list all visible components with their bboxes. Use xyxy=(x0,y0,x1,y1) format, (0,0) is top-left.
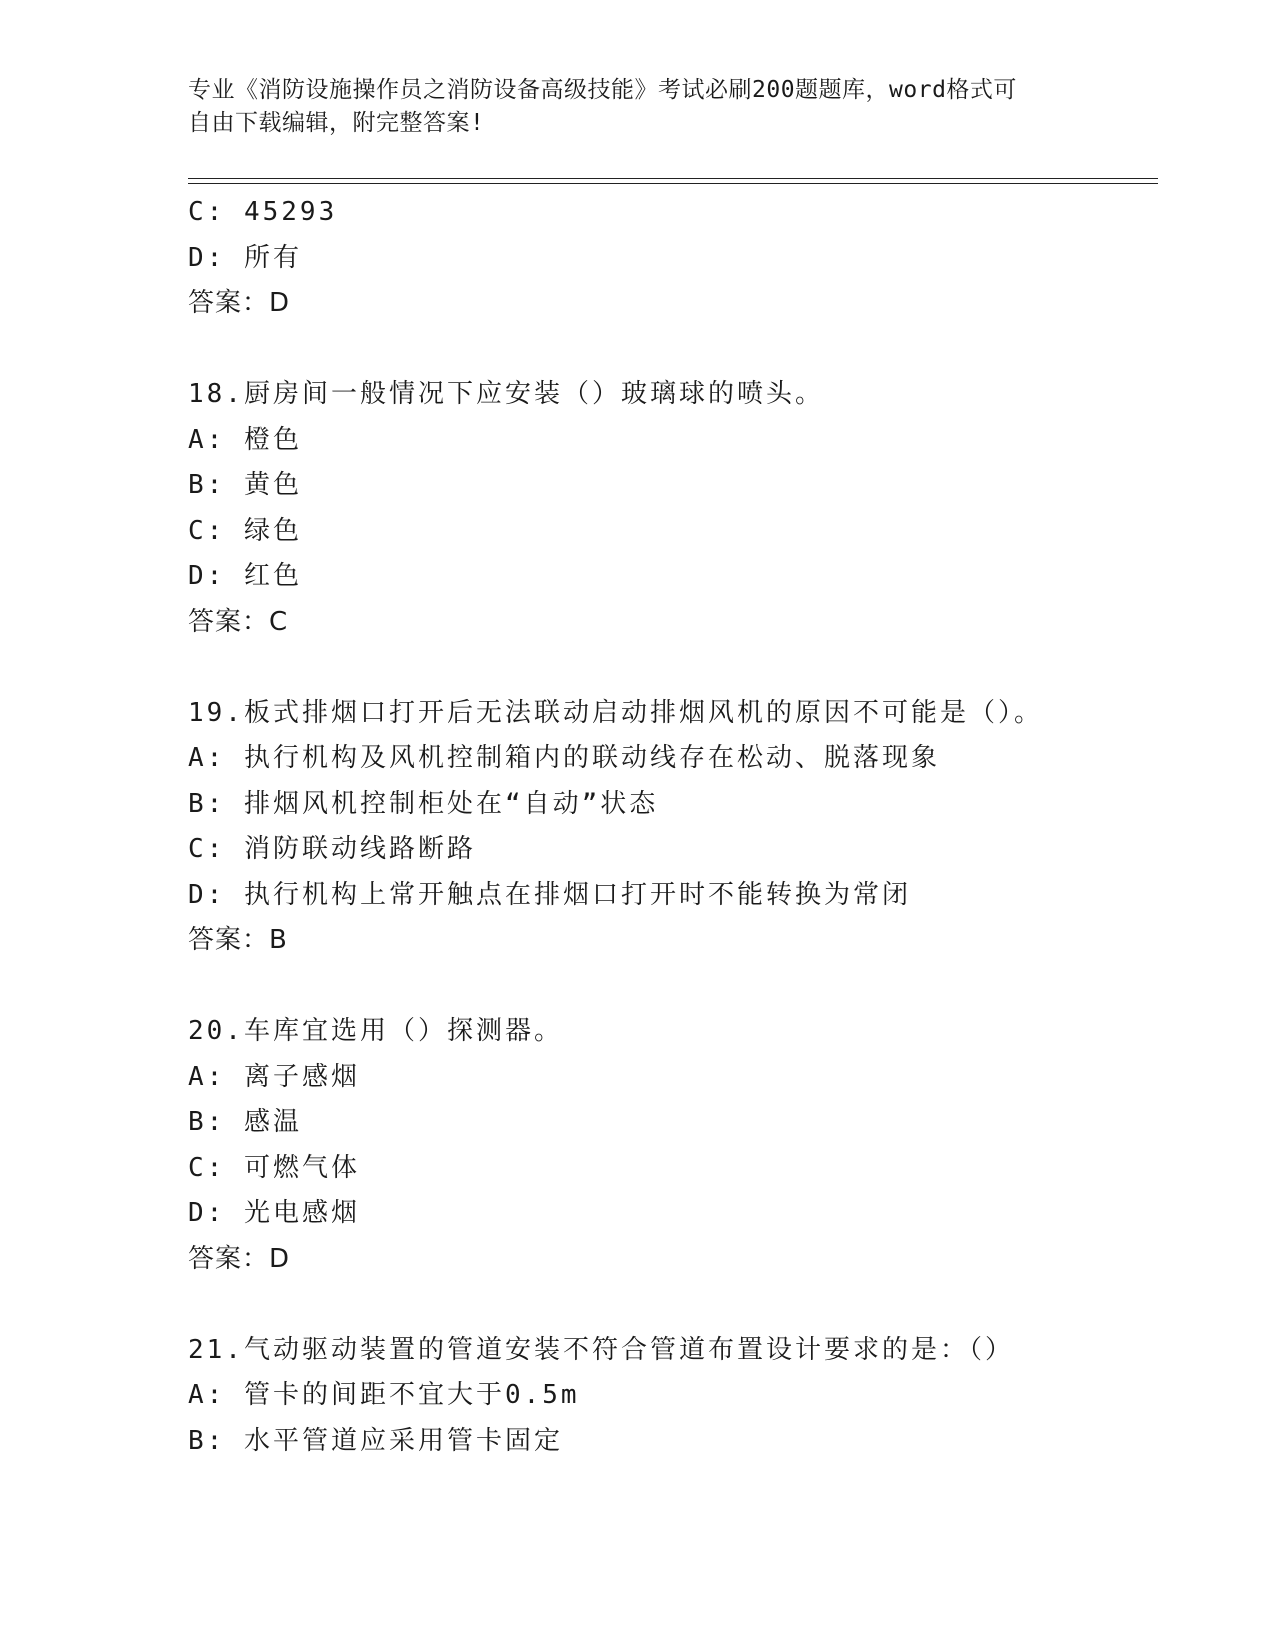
option-line xyxy=(188,782,1168,828)
option-line xyxy=(188,418,1168,464)
question-stem: 21.气动驱动装置的管道安装不符合管道布置设计要求的是：（） xyxy=(188,1334,1014,1365)
option-label: C: xyxy=(188,515,226,546)
answer-line: 答案：D xyxy=(188,288,291,318)
question-list xyxy=(188,190,1168,1464)
option-text: 离子感烟 xyxy=(243,1061,360,1092)
header-divider-bottom xyxy=(188,183,1158,184)
header-title-line-2: 自由下载编辑，附完整答案! xyxy=(188,110,485,136)
header-title-line-1: 专业《消防设施操作员之消防设备高级技能》考试必刷200题题库，word格式可 xyxy=(188,77,1017,103)
option-line xyxy=(188,827,1168,873)
option-label: A: xyxy=(188,1061,226,1092)
option-line xyxy=(188,554,1168,600)
option-line xyxy=(188,190,1168,236)
option-line xyxy=(188,236,1168,282)
option-label: A: xyxy=(188,743,226,773)
page-header xyxy=(188,74,1088,140)
question-block xyxy=(188,372,1168,645)
option-text: 光电感烟 xyxy=(243,1198,360,1228)
option-line xyxy=(188,736,1168,782)
option-label: B: xyxy=(188,1425,226,1456)
option-label: D: xyxy=(188,242,226,273)
option-text: 排烟风机控制柜处在“自动”状态 xyxy=(243,788,659,819)
option-label: C: xyxy=(188,834,226,864)
option-text: 红色 xyxy=(243,561,302,591)
option-text: 45293 xyxy=(243,197,338,227)
option-label: C: xyxy=(188,1152,226,1183)
option-label: B: xyxy=(188,788,226,819)
option-text: 管卡的间距不宜大于0.5m xyxy=(243,1380,580,1410)
option-text: 所有 xyxy=(243,242,302,273)
question-stem: 19.板式排烟口打开后无法联动启动排烟风机的原因不可能是（）。 xyxy=(188,697,1043,728)
question-stem: 18.厨房间一般情况下应安装（）玻璃球的喷头。 xyxy=(188,379,824,409)
option-line xyxy=(188,1146,1168,1192)
option-label: A: xyxy=(188,424,226,455)
spacer xyxy=(188,1282,1168,1328)
option-text: 执行机构上常开触点在排烟口打开时不能转换为常闭 xyxy=(243,879,911,910)
option-text: 执行机构及风机控制箱内的联动线存在松动、脱落现象 xyxy=(243,743,940,773)
option-label: D: xyxy=(188,1198,226,1228)
option-label: D: xyxy=(188,879,226,910)
option-label: D: xyxy=(188,561,226,591)
question-block xyxy=(188,1328,1168,1465)
option-text: 黄色 xyxy=(243,470,302,500)
option-line xyxy=(188,873,1168,919)
answer-line: 答案：B xyxy=(188,925,288,955)
option-text: 水平管道应采用管卡固定 xyxy=(243,1425,563,1456)
option-line xyxy=(188,1373,1168,1419)
option-line xyxy=(188,1100,1168,1146)
option-line xyxy=(188,463,1168,509)
option-label: A: xyxy=(188,1380,226,1410)
option-line xyxy=(188,509,1168,555)
option-line xyxy=(188,1419,1168,1465)
option-line xyxy=(188,1055,1168,1101)
answer-line: 答案：C xyxy=(188,606,289,637)
spacer xyxy=(188,645,1168,691)
option-label: B: xyxy=(188,470,226,500)
spacer xyxy=(188,327,1168,373)
question-stem: 20.车库宜选用（）探测器。 xyxy=(188,1016,563,1046)
question-fragment xyxy=(188,190,1168,327)
option-text: 橙色 xyxy=(243,424,302,455)
option-label: C: xyxy=(188,197,226,227)
option-text: 消防联动线路断路 xyxy=(243,834,476,864)
option-text: 可燃气体 xyxy=(243,1152,360,1183)
question-block xyxy=(188,1009,1168,1282)
option-text: 感温 xyxy=(243,1107,302,1137)
option-label: B: xyxy=(188,1107,226,1137)
option-text: 绿色 xyxy=(243,515,302,546)
answer-line: 答案：D xyxy=(188,1243,291,1274)
option-line xyxy=(188,1191,1168,1237)
spacer xyxy=(188,964,1168,1010)
question-block xyxy=(188,691,1168,964)
header-divider-top xyxy=(188,178,1158,179)
